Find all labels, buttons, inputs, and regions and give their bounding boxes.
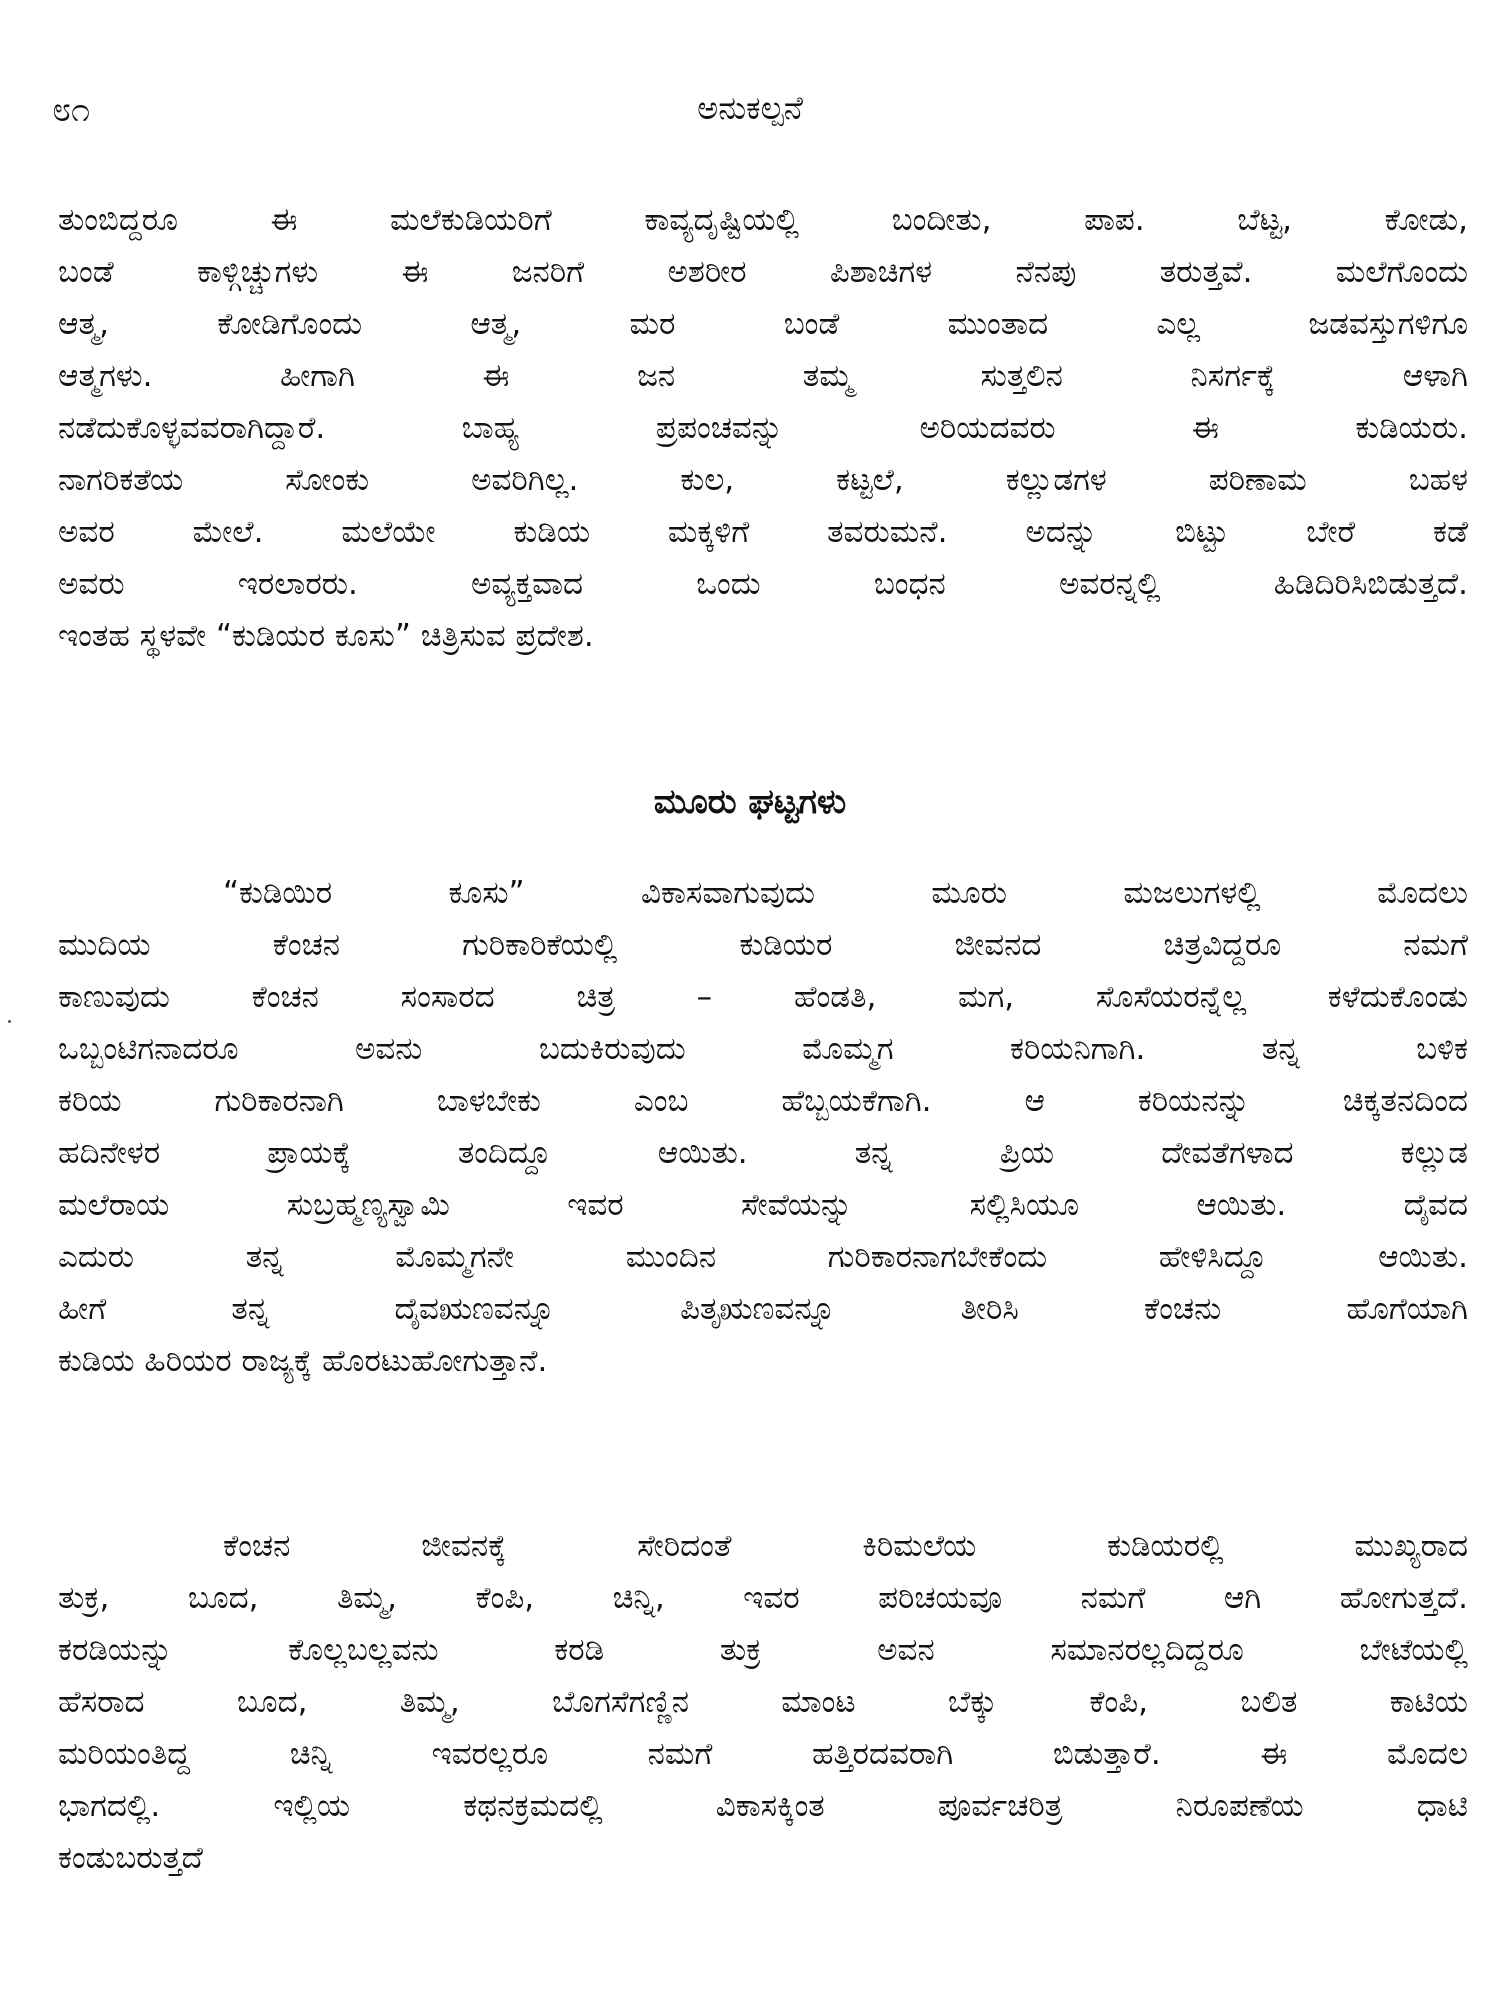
text-line: ನಾಗರಿಕತೆಯ ಸೋಂಕು ಅವರಿಗಿಲ್ಲ. ಕುಲ, ಕಟ್ಟಲೆ, ಕಲ್ಲುಡಗಳ ಪರಿಣಾಮ ಬಹಳ	[58, 462, 1468, 498]
text-line: ಅವರ ಮೇಲೆ. ಮಲೆಯೇ ಕುಡಿಯ ಮಕ್ಕಳಿಗೆ ತವರುಮನೆ. ಅದನ್ನು ಬಿಟ್ಟು ಬೇರೆ ಕಡೆ	[58, 514, 1468, 550]
text-line: ಅವರು ಇರಲಾರರು. ಅವ್ಯಕ್ತವಾದ ಒಂದು ಬಂಧನ ಅವರನ್ನಲ್ಲಿ ಹಿಡಿದಿರಿಸಿಬಿಡುತ್ತದೆ.	[58, 566, 1468, 602]
text-line: ಆತ್ಮ, ಕೋಡಿಗೊಂದು ಆತ್ಮ, ಮರ ಬಂಡೆ ಮುಂತಾದ ಎಲ್ಲ ಜಡವಸ್ತುಗಳಿಗೂ	[58, 306, 1468, 342]
text-line: ತುಂಬಿದ್ದರೂ ಈ ಮಲೆಕುಡಿಯರಿಗೆ ಕಾವ್ಯದೃಷ್ಟಿಯಲ್ಲಿ ಬಂದೀತು, ಪಾಪ. ಬೆಟ್ಟ, ಕೋಡು,	[58, 202, 1468, 238]
text-line: ಬಂಡೆ ಕಾಳ್ಗಿಚ್ಚುಗಳು ಈ ಜನರಿಗೆ ಅಶರೀರ ಪಿಶಾಚಿಗಳ ನೆನಪು ತರುತ್ತವೆ. ಮಲೆಗೊಂದು	[58, 254, 1468, 290]
text-line: ಹದಿನೇಳರ ಪ್ರಾಯಕ್ಕೆ ತಂದಿದ್ದೂ ಆಯಿತು. ತನ್ನ ಪ್ರಿಯ ದೇವತೆಗಳಾದ ಕಲ್ಲುಡ	[58, 1135, 1468, 1171]
page-number: ೮೧	[52, 90, 91, 130]
text-line: ಕುಡಿಯ ಹಿರಿಯರ ರಾಜ್ಯಕ್ಕೆ ಹೊರಟುಹೋಗುತ್ತಾನೆ.	[58, 1343, 548, 1379]
text-line: ಮುದಿಯ ಕೆಂಚನ ಗುರಿಕಾರಿಕೆಯಲ್ಲಿ ಕುಡಿಯರ ಜೀವನದ ಚಿತ್ರವಿದ್ದರೂ ನಮಗೆ	[58, 927, 1468, 963]
running-title: ಅನುಕಲ್ಪನೆ	[697, 89, 803, 127]
paragraph-3	[58, 1520, 1468, 1884]
text-line: ಮಲೆರಾಯ ಸುಬ್ರಹ್ಮಣ್ಯಸ್ವಾಮಿ ಇವರ ಸೇವೆಯನ್ನು ಸಲ್ಲಿಸಿಯೂ ಆಯಿತು. ದೈವದ	[58, 1187, 1468, 1223]
section-heading: ಮೂರು ಘಟ್ಟಗಳು	[653, 782, 847, 822]
text-line: ಕಾಣುವುದು ಕೆಂಚನ ಸಂಸಾರದ ಚಿತ್ರ – ಹೆಂಡತಿ, ಮಗ, ಸೊಸೆಯರನ್ನೆಲ್ಲ ಕಳೆದುಕೊಂಡು	[58, 979, 1468, 1015]
text-line: ಇಂತಹ ಸ್ಥಳವೇ “ಕುಡಿಯರ ಕೂಸು” ಚಿತ್ರಿಸುವ ಪ್ರದೇಶ.	[58, 618, 594, 654]
text-line: ಕರಿಯ ಗುರಿಕಾರನಾಗಿ ಬಾಳಬೇಕು ಎಂಬ ಹೆಬ್ಬಯಕೆಗಾಗಿ. ಆ ಕರಿಯನನ್ನು ಚಿಕ್ಕತನದಿಂದ	[58, 1083, 1468, 1119]
text-line: ಭಾಗದಲ್ಲಿ. ಇಲ್ಲಿಯ ಕಥನಕ್ರಮದಲ್ಲಿ ವಿಕಾಸಕ್ಕಿಂತ ಪೂರ್ವಚರಿತ್ರ ನಿರೂಪಣೆಯ ಧಾಟಿ	[58, 1788, 1468, 1824]
text-line: ಮರಿಯಂತಿದ್ದ ಚಿನ್ನಿ ಇವರಲ್ಲರೂ ನಮಗೆ ಹತ್ತಿರದವರಾಗಿ ಬಿಡುತ್ತಾರೆ. ಈ ಮೊದಲ	[58, 1736, 1468, 1772]
text-line: ಹೆಸರಾದ ಬೂದ, ತಿಮ್ಮ, ಬೊಗಸೆಗಣ್ಣಿನ ಮಾಂಟ ಬೆಕ್ಕು ಕೆಂಪಿ, ಬಲಿತ ಕಾಟಿಯ	[58, 1684, 1468, 1720]
text-line: “ಕುಡಿಯಿರ ಕೂಸು” ವಿಕಾಸವಾಗುವುದು ಮೂರು ಮಜಲುಗಳಲ್ಲಿ ಮೊದಲು	[223, 875, 1468, 911]
text-line: ಹೀಗೆ ತನ್ನ ದೈವಋಣವನ್ನೂ ಪಿತೃಋಣವನ್ನೂ ತೀರಿಸಿ ಕೆಂಚನು ಹೊಗೆಯಾಗಿ	[58, 1291, 1468, 1327]
text-line: ತುಕ್ರ, ಬೂದ, ತಿಮ್ಮ, ಕೆಂಪಿ, ಚಿನ್ನಿ, ಇವರ ಪರಿಚಯವೂ ನಮಗೆ ಆಗಿ ಹೋಗುತ್ತದೆ.	[58, 1580, 1468, 1616]
text-line: ನಡೆದುಕೊಳ್ಳವವರಾಗಿದ್ದಾರೆ. ಬಾಹ್ಯ ಪ್ರಪಂಚವನ್ನು ಅರಿಯದವರು ಈ ಕುಡಿಯರು.	[58, 410, 1468, 446]
scan-speck	[8, 1020, 11, 1023]
paragraph-2	[58, 867, 1468, 1387]
text-line: ಕೆಂಚನ ಜೀವನಕ್ಕೆ ಸೇರಿದಂತೆ ಕಿರಿಮಲೆಯ ಕುಡಿಯರಲ್ಲಿ ಮುಖ್ಯರಾದ	[223, 1528, 1468, 1564]
text-line: ಒಬ್ಬಂಟಿಗನಾದರೂ ಅವನು ಬದುಕಿರುವುದು ಮೊಮ್ಮಗ ಕರಿಯನಿಗಾಗಿ. ತನ್ನ ಬಳಿಕ	[58, 1031, 1468, 1067]
text-line: ಕರಡಿಯನ್ನು ಕೊಲ್ಲಬಲ್ಲವನು ಕರಡಿ ತುಕ್ರ ಅವನ ಸಮಾನರಲ್ಲದಿದ್ದರೂ ಬೇಟೆಯಲ್ಲಿ	[58, 1632, 1468, 1668]
text-line: ಕಂಡುಬರುತ್ತದೆ	[58, 1840, 203, 1876]
text-line: ಎದುರು ತನ್ನ ಮೊಮ್ಮಗನೇ ಮುಂದಿನ ಗುರಿಕಾರನಾಗಬೇಕೆಂದು ಹೇಳಿಸಿದ್ದೂ ಆಯಿತು.	[58, 1239, 1468, 1275]
paragraph-1	[58, 194, 1468, 662]
text-line: ಆತ್ಮಗಳು. ಹೀಗಾಗಿ ಈ ಜನ ತಮ್ಮ ಸುತ್ತಲಿನ ನಿಸರ್ಗಕ್ಕೆ ಆಳಾಗಿ	[58, 358, 1468, 394]
